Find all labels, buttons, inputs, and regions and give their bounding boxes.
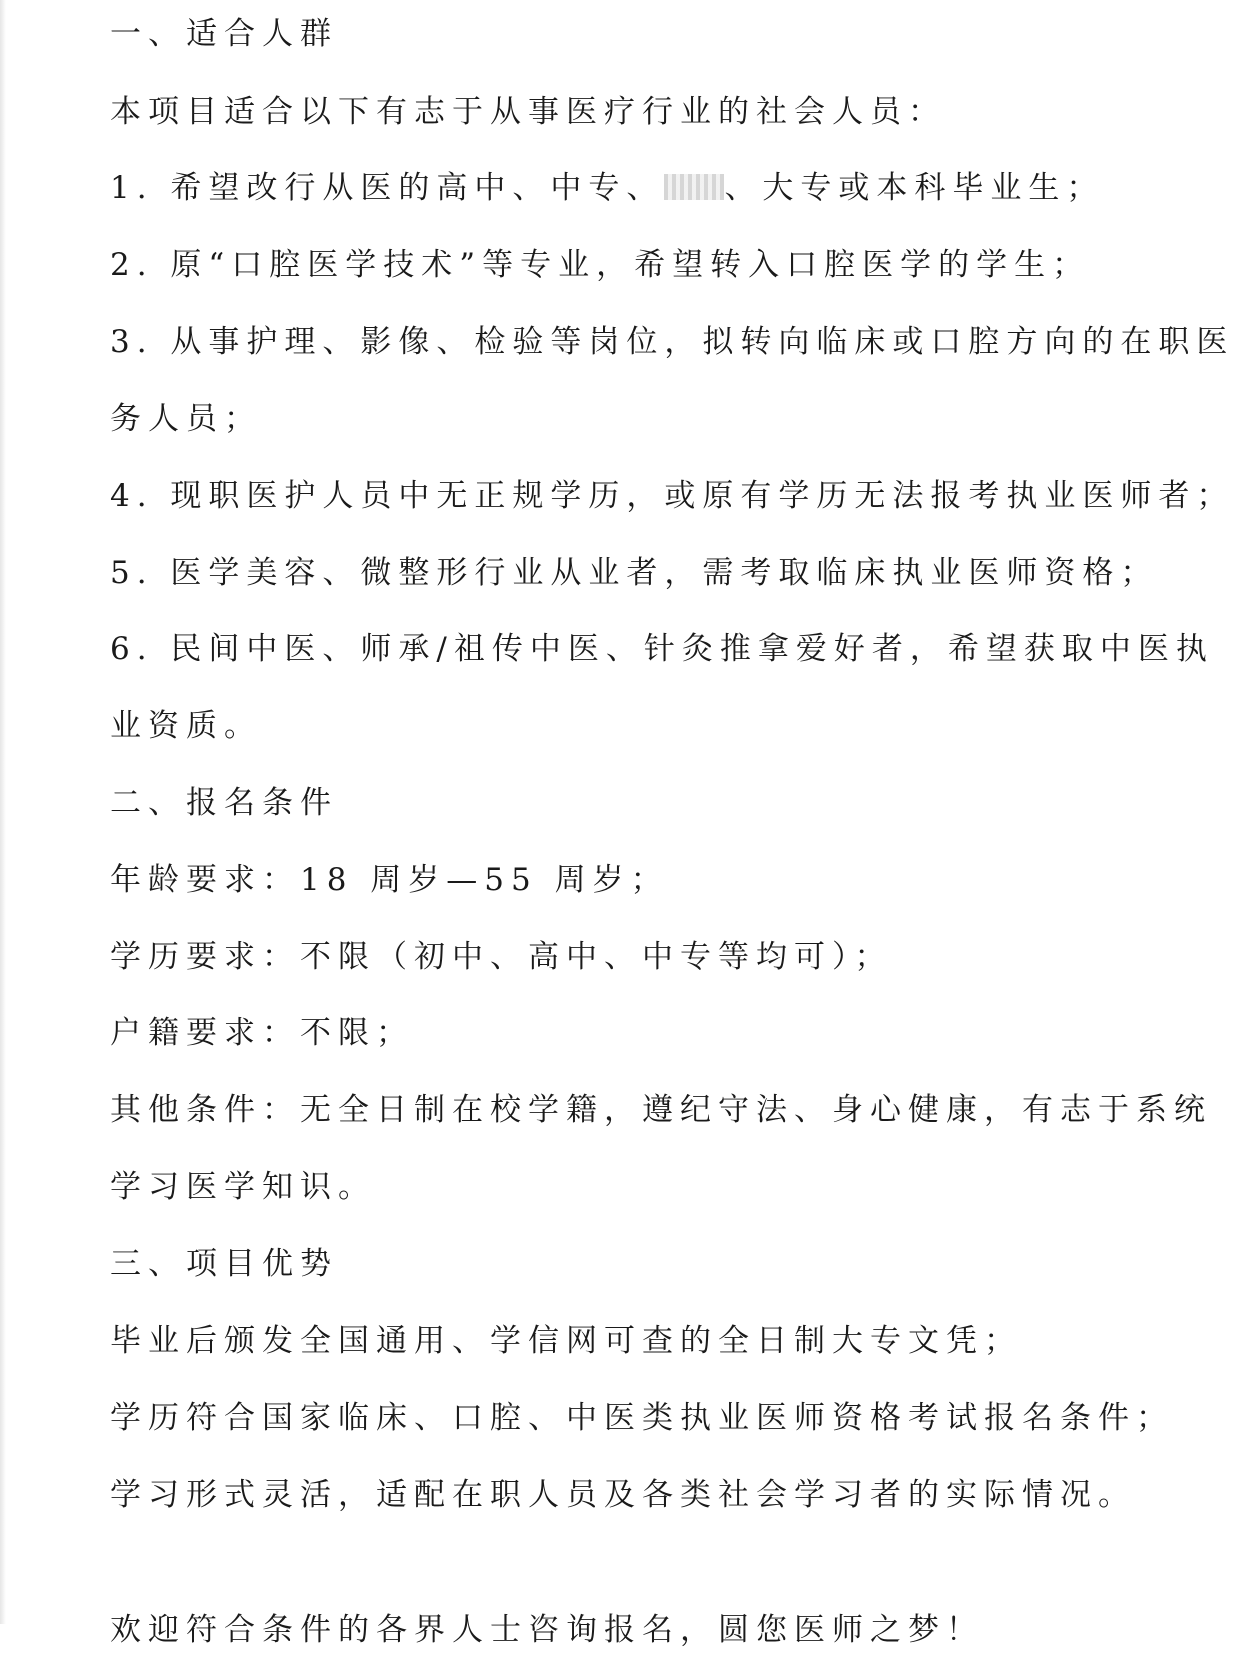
section1-item-5: 5. 医学美容、微整形行业从业者，需考取临床执业医师资格； <box>110 555 1159 591</box>
section1-item-3-line1: 3. 从事护理、影像、检验等岗位，拟转向临床或口腔方向的在职医 <box>110 324 1235 360</box>
section1-item-6-line1: 6. 民间中医、师承/祖传中医、针灸推拿爱好者，希望获取中医执 <box>110 631 1214 667</box>
section1-intro: 本项目适合以下有志于从事医疗行业的社会人员： <box>110 94 946 130</box>
item1-text-after: 、大专或本科毕业生； <box>724 170 1105 206</box>
cutoff-line <box>110 1600 1190 1648</box>
redaction-mark <box>664 174 724 200</box>
section3-point-3: 学习形式灵活，适配在职人员及各类社会学习者的实际情况。 <box>110 1477 1136 1513</box>
section2-education: 学历要求：不限（初中、高中、中专等均可）； <box>110 939 893 975</box>
item1-text-before: 1. 希望改行从医的高中、中专、 <box>110 170 665 206</box>
section2-other-line2: 学习医学知识。 <box>110 1169 376 1205</box>
section3-point-2: 学历符合国家临床、口腔、中医类执业医师资格考试报名条件； <box>110 1400 1174 1436</box>
section3-point-1: 毕业后颁发全国通用、学信网可查的全日制大专文凭； <box>110 1323 1022 1359</box>
section1-item-2: 2. 原“口腔医学技术”等专业，希望转入口腔医学的学生； <box>110 247 1091 283</box>
section2-heading: 二、报名条件 <box>110 785 338 821</box>
section1-item-1 <box>110 164 1190 212</box>
section2-other-line1: 其他条件：无全日制在校学籍，遵纪守法、身心健康，有志于系统 <box>110 1092 1212 1128</box>
page-edge-shadow <box>0 0 6 1624</box>
section3-cutoff-text: 欢迎符合条件的各界人士咨询报名，圆您医师之梦！ <box>110 1612 984 1648</box>
section2-age: 年龄要求：18 周岁—55 周岁； <box>110 862 669 898</box>
section1-item-3-line2: 务人员； <box>110 401 262 437</box>
section3-heading: 三、项目优势 <box>110 1246 338 1282</box>
section2-hukou: 户籍要求：不限； <box>110 1015 414 1051</box>
section1-heading: 一、适合人群 <box>110 16 338 52</box>
section1-item-6-line2: 业资质。 <box>110 708 262 744</box>
section1-item-4: 4. 现职医护人员中无正规学历，或原有学历无法报考执业医师者； <box>110 478 1235 514</box>
